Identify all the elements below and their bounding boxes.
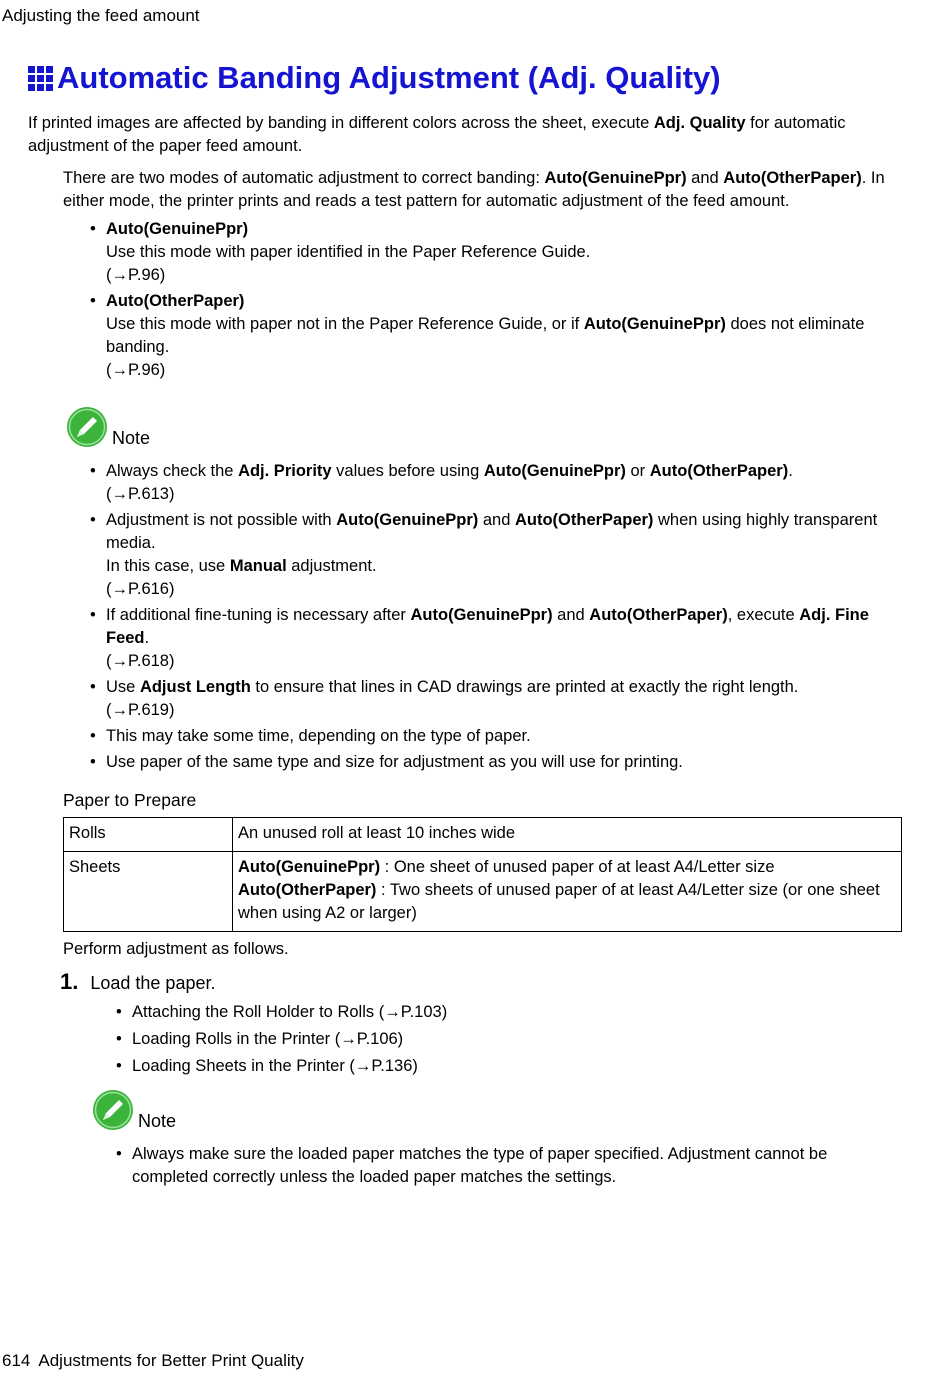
- table-row: [64, 818, 902, 852]
- list-item[interactable]: • Loading Sheets in the Printer (→P.136): [115, 1055, 895, 1078]
- page-footer: [2, 1349, 304, 1372]
- table-cell: An unused roll at least 10 inches wide: [233, 818, 902, 852]
- table-cell: Sheets: [64, 852, 233, 932]
- footer-section-title: Adjustments for Better Print Quality: [38, 1351, 304, 1370]
- table-row: [64, 852, 902, 932]
- perform-text: Perform adjustment as follows.: [63, 940, 289, 958]
- modes-list: [89, 218, 909, 385]
- page-reference[interactable]: (→P.616): [106, 580, 175, 598]
- intro-paragraph: If printed images are affected by banding in different colors across the sheet, execute Adj. Quality for automatic adjustment of the paper feed amount.: [28, 114, 846, 155]
- section-title: [28, 58, 721, 98]
- paper-table: [63, 817, 902, 932]
- step-text: Load the paper.: [90, 973, 216, 993]
- list-item: • Auto(GenuinePpr) Use this mode with paper identified in the Paper Reference Guide. (→P.96): [89, 218, 909, 287]
- page-header: Adjusting the feed amount: [2, 6, 200, 25]
- list-item: • Use paper of the same type and size for adjustment as you will use for printing.: [89, 751, 909, 774]
- paper-to-prepare-label: Paper to Prepare: [63, 790, 197, 810]
- page-reference[interactable]: (→P.613): [106, 485, 175, 503]
- note-heading: [92, 1089, 176, 1131]
- note-heading: [66, 406, 150, 448]
- list-item: • Always check the Adj. Priority values before using Auto(GenuinePpr) or Auto(OtherPaper). (→P.613): [89, 460, 909, 506]
- list-item: • Always make sure the loaded paper matches the type of paper specified. Adjustment cannot be completed correctly unless the loaded paper matches the settings.: [115, 1143, 895, 1189]
- page-reference[interactable]: (→P.96): [106, 266, 166, 284]
- pencil-note-icon: [92, 1089, 134, 1131]
- page-reference[interactable]: (→P.96): [106, 361, 166, 379]
- grid-icon: [28, 66, 53, 91]
- step-1-links: [115, 1001, 895, 1082]
- list-item: • Use Adjust Length to ensure that lines in CAD drawings are printed at exactly the right length. (→P.619): [89, 676, 909, 722]
- table-cell: Auto(GenuinePpr) : One sheet of unused paper of at least A4/Letter size Auto(OtherPaper) : Two sheets of unused paper of at least A4/Letter size (or one sheet when using A2 or larger): [233, 852, 902, 932]
- list-item[interactable]: • Loading Rolls in the Printer (→P.106): [115, 1028, 895, 1051]
- table-cell: Rolls: [64, 818, 233, 852]
- page-number: 614: [2, 1351, 31, 1370]
- list-item: • Adjustment is not possible with Auto(GenuinePpr) and Auto(OtherPaper) when using highly transparent media. In this case, use Manual adjustment. (→P.616): [89, 509, 909, 601]
- notes-list: [89, 460, 909, 777]
- page-reference[interactable]: (→P.619): [106, 701, 175, 719]
- note-label: Note: [138, 1111, 177, 1131]
- list-item: • If additional fine-tuning is necessary after Auto(GenuinePpr) and Auto(OtherPaper), execute Adj. Fine Feed. (→P.618): [89, 604, 909, 673]
- section-title-text: Automatic Banding Adjustment (Adj. Quality): [57, 60, 721, 95]
- page-reference[interactable]: (→P.618): [106, 652, 175, 670]
- list-item[interactable]: • Attaching the Roll Holder to Rolls (→P.103): [115, 1001, 895, 1024]
- step-number: 1.: [60, 969, 79, 994]
- step-1: [60, 970, 215, 995]
- list-item: • This may take some time, depending on the type of paper.: [89, 725, 909, 748]
- step-1-notes: [115, 1143, 895, 1192]
- pencil-note-icon: [66, 406, 108, 448]
- list-item: • Auto(OtherPaper) Use this mode with paper not in the Paper Reference Guide, or if Auto(GenuinePpr) does not eliminate banding. (→P.96): [89, 290, 909, 382]
- note-label: Note: [112, 428, 151, 448]
- modes-paragraph: There are two modes of automatic adjustment to correct banding: Auto(GenuinePpr) and Auto(OtherPaper). In either mode, the printer prints and reads a test pattern for automatic adjustment of the feed amount.: [63, 169, 885, 210]
